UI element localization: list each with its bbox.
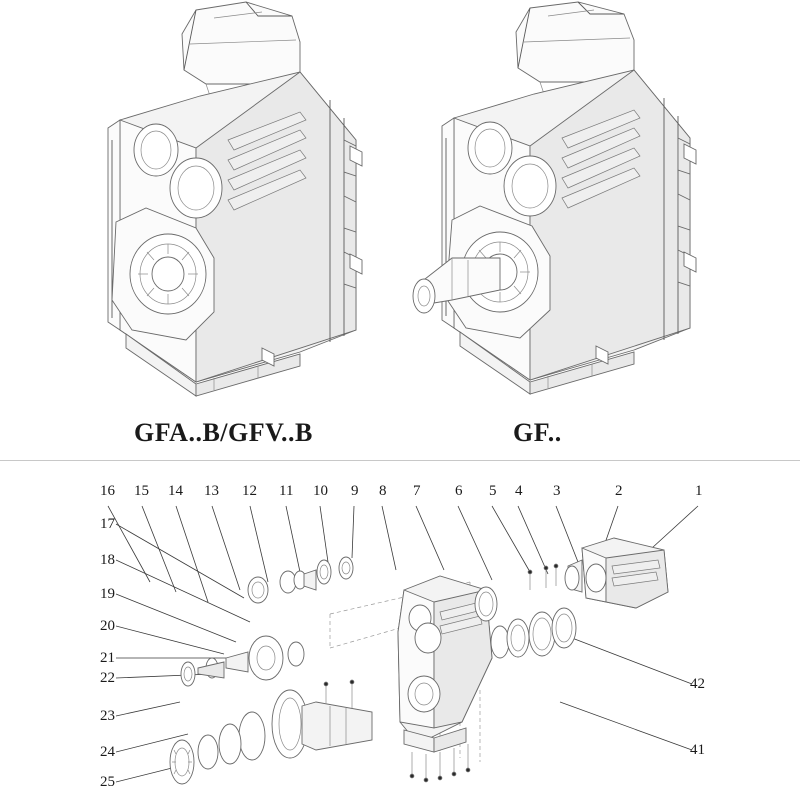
caption-left: GFA..B/GFV..B — [134, 418, 313, 447]
callout-2: 2 — [615, 483, 623, 499]
gearbox-assembly-gfab-gfvb — [108, 2, 362, 396]
callout-20: 20 — [100, 618, 115, 634]
callout-8: 8 — [379, 483, 387, 499]
callout-3: 3 — [553, 483, 561, 499]
callout-21: 21 — [100, 650, 115, 666]
callout-16: 16 — [100, 483, 115, 499]
gearbox-assembly-gf — [413, 2, 696, 394]
exploded-parts-drawing — [0, 462, 800, 800]
callout-25: 25 — [100, 774, 115, 790]
callout-12: 12 — [242, 483, 257, 499]
callout-13: 13 — [204, 483, 219, 499]
callout-1: 1 — [695, 483, 703, 499]
caption-right: GF.. — [513, 418, 562, 447]
part-pinion-shaft — [181, 636, 304, 686]
part-motor-adapter — [565, 538, 668, 608]
callout-6: 6 — [455, 483, 463, 499]
callout-5: 5 — [489, 483, 497, 499]
callout-23: 23 — [100, 708, 115, 724]
callout-22: 22 — [100, 670, 115, 686]
callout-10: 10 — [313, 483, 328, 499]
exploded-view — [0, 462, 800, 800]
callout-4: 4 — [515, 483, 523, 499]
section-divider — [0, 460, 800, 461]
callout-11: 11 — [279, 483, 294, 499]
callout-9: 9 — [351, 483, 359, 499]
callout-14: 14 — [168, 483, 183, 499]
callout-15: 15 — [134, 483, 149, 499]
callout-18: 18 — [100, 552, 115, 568]
part-output-gear — [170, 680, 372, 784]
callout-41: 41 — [690, 742, 705, 758]
callout-24: 24 — [100, 744, 115, 760]
callout-42: 42 — [690, 676, 705, 692]
callout-7: 7 — [413, 483, 421, 499]
callout-19: 19 — [100, 586, 115, 602]
callout-17: 17 — [100, 516, 115, 532]
